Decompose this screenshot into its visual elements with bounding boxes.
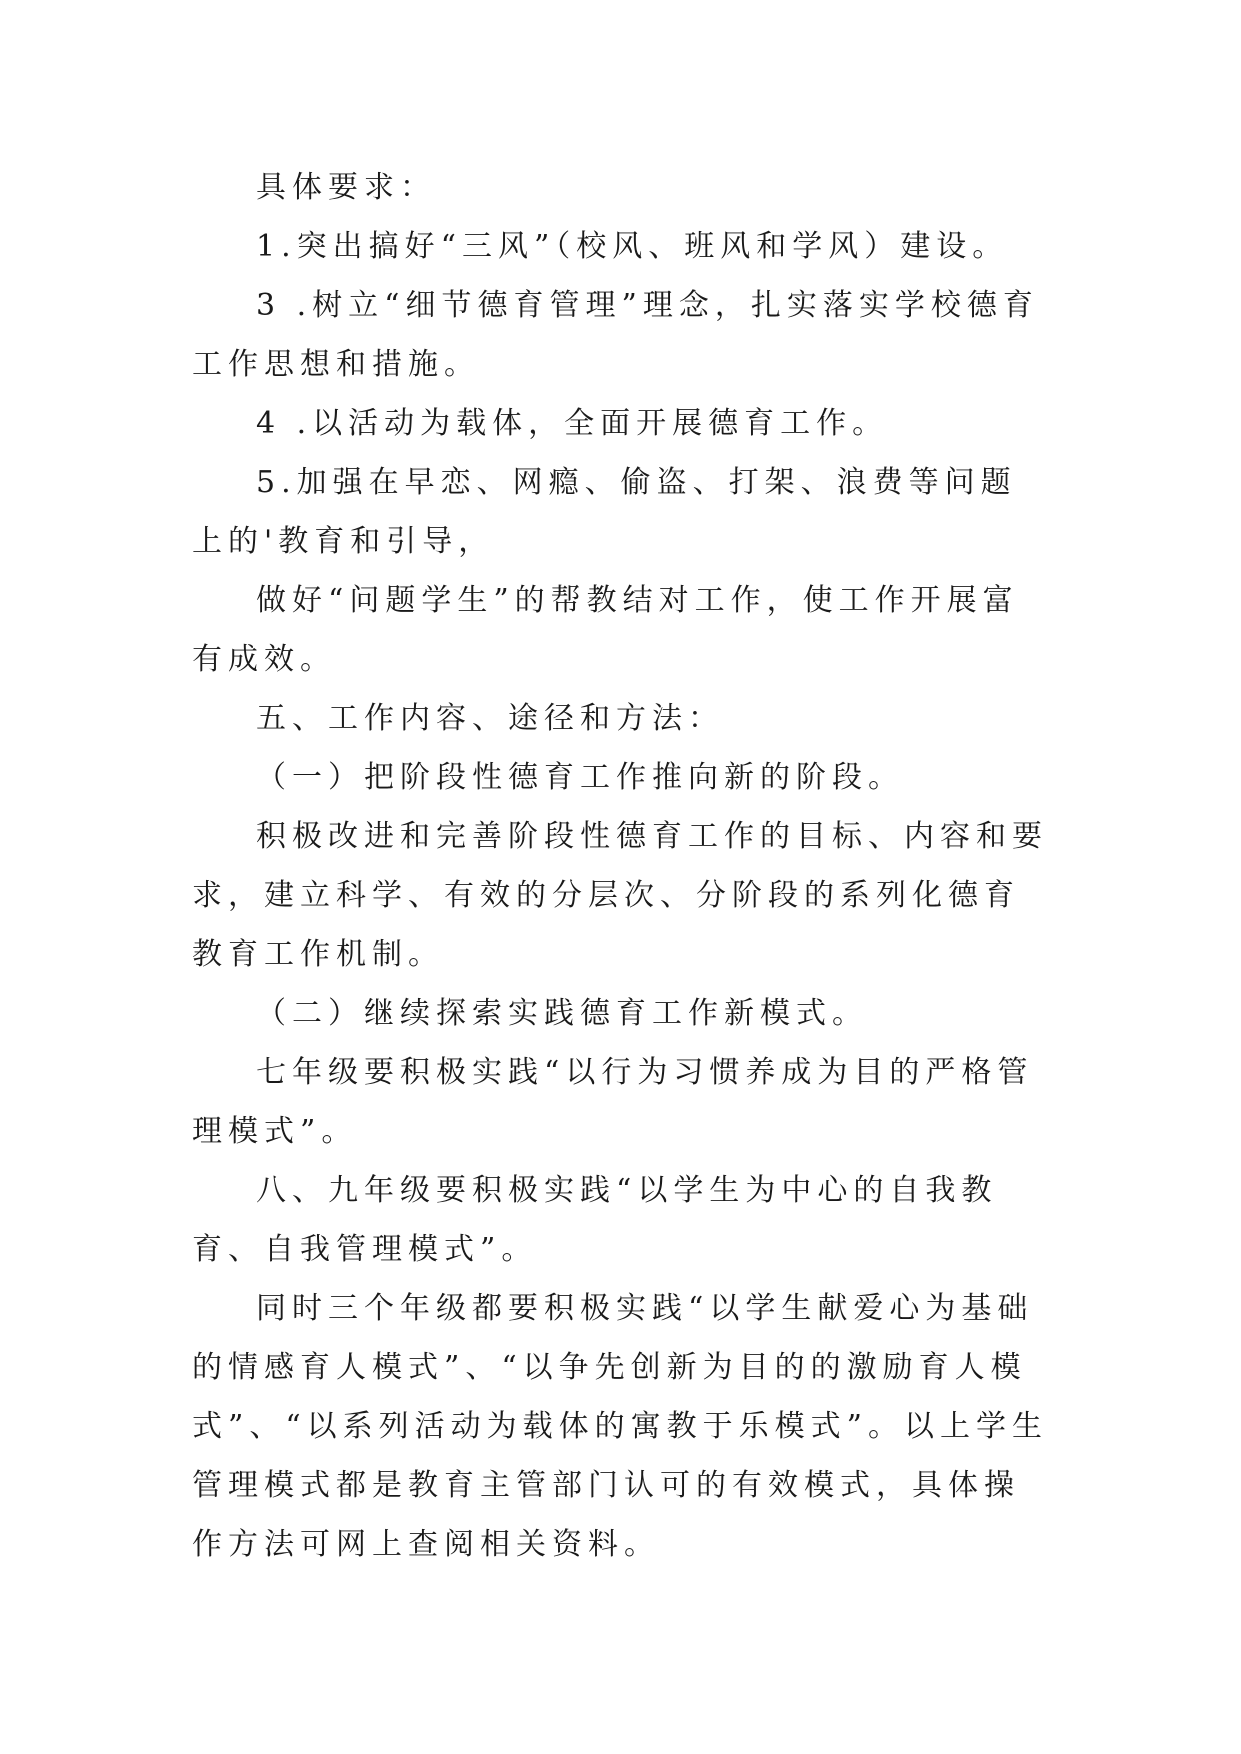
paragraph-item-5: 5.加强在早恋、网瘾、偷盗、打架、浪费等问题上的'教育和引导，: [192, 465, 1017, 559]
paragraph-item-1: 1.突出搞好“三风”（校风、班风和学风）建设。: [256, 229, 1009, 264]
paragraph-all-grades: 同时三个年级都要积极实践“以学生献爱心为基础的情感育人模式”、“以争先创新为目的的激励育人模式”、“以系列活动为载体的寓教于乐模式”。以上学生管理模式都是教育主管部门认可的有效模式，具体操作方法可网上查阅相关资料。: [192, 1291, 1049, 1562]
paragraph-stage-goals: 积极改进和完善阶段性德育工作的目标、内容和要求，建立科学、有效的分层次、分阶段的系列化德育教育工作机制。: [192, 819, 1048, 972]
paragraph-item-4: 4 .以活动为载体，全面开展德育工作。: [256, 406, 889, 441]
document-body: [192, 158, 1052, 1574]
paragraph-item-3: 3 .树立“细节德育管理”理念，扎实落实学校德育工作思想和措施。: [192, 288, 1039, 382]
section-heading-5: 五、工作内容、途径和方法：: [256, 701, 724, 736]
paragraph-requirements-heading: 具体要求：: [256, 170, 436, 205]
paragraph-item-5-continued: 做好“问题学生”的帮教结对工作，使工作开展富有成效。: [192, 583, 1019, 677]
paragraph-grade-7: 七年级要积极实践“以行为习惯养成为目的严格管理模式”。: [192, 1055, 1034, 1149]
subsection-heading-2: （二）继续探索实践德育工作新模式。: [256, 996, 868, 1031]
paragraph-grade-8-9: 八、九年级要积极实践“以学生为中心的自我教育、自我管理模式”。: [192, 1173, 998, 1267]
subsection-heading-1: （一）把阶段性德育工作推向新的阶段。: [256, 760, 904, 795]
